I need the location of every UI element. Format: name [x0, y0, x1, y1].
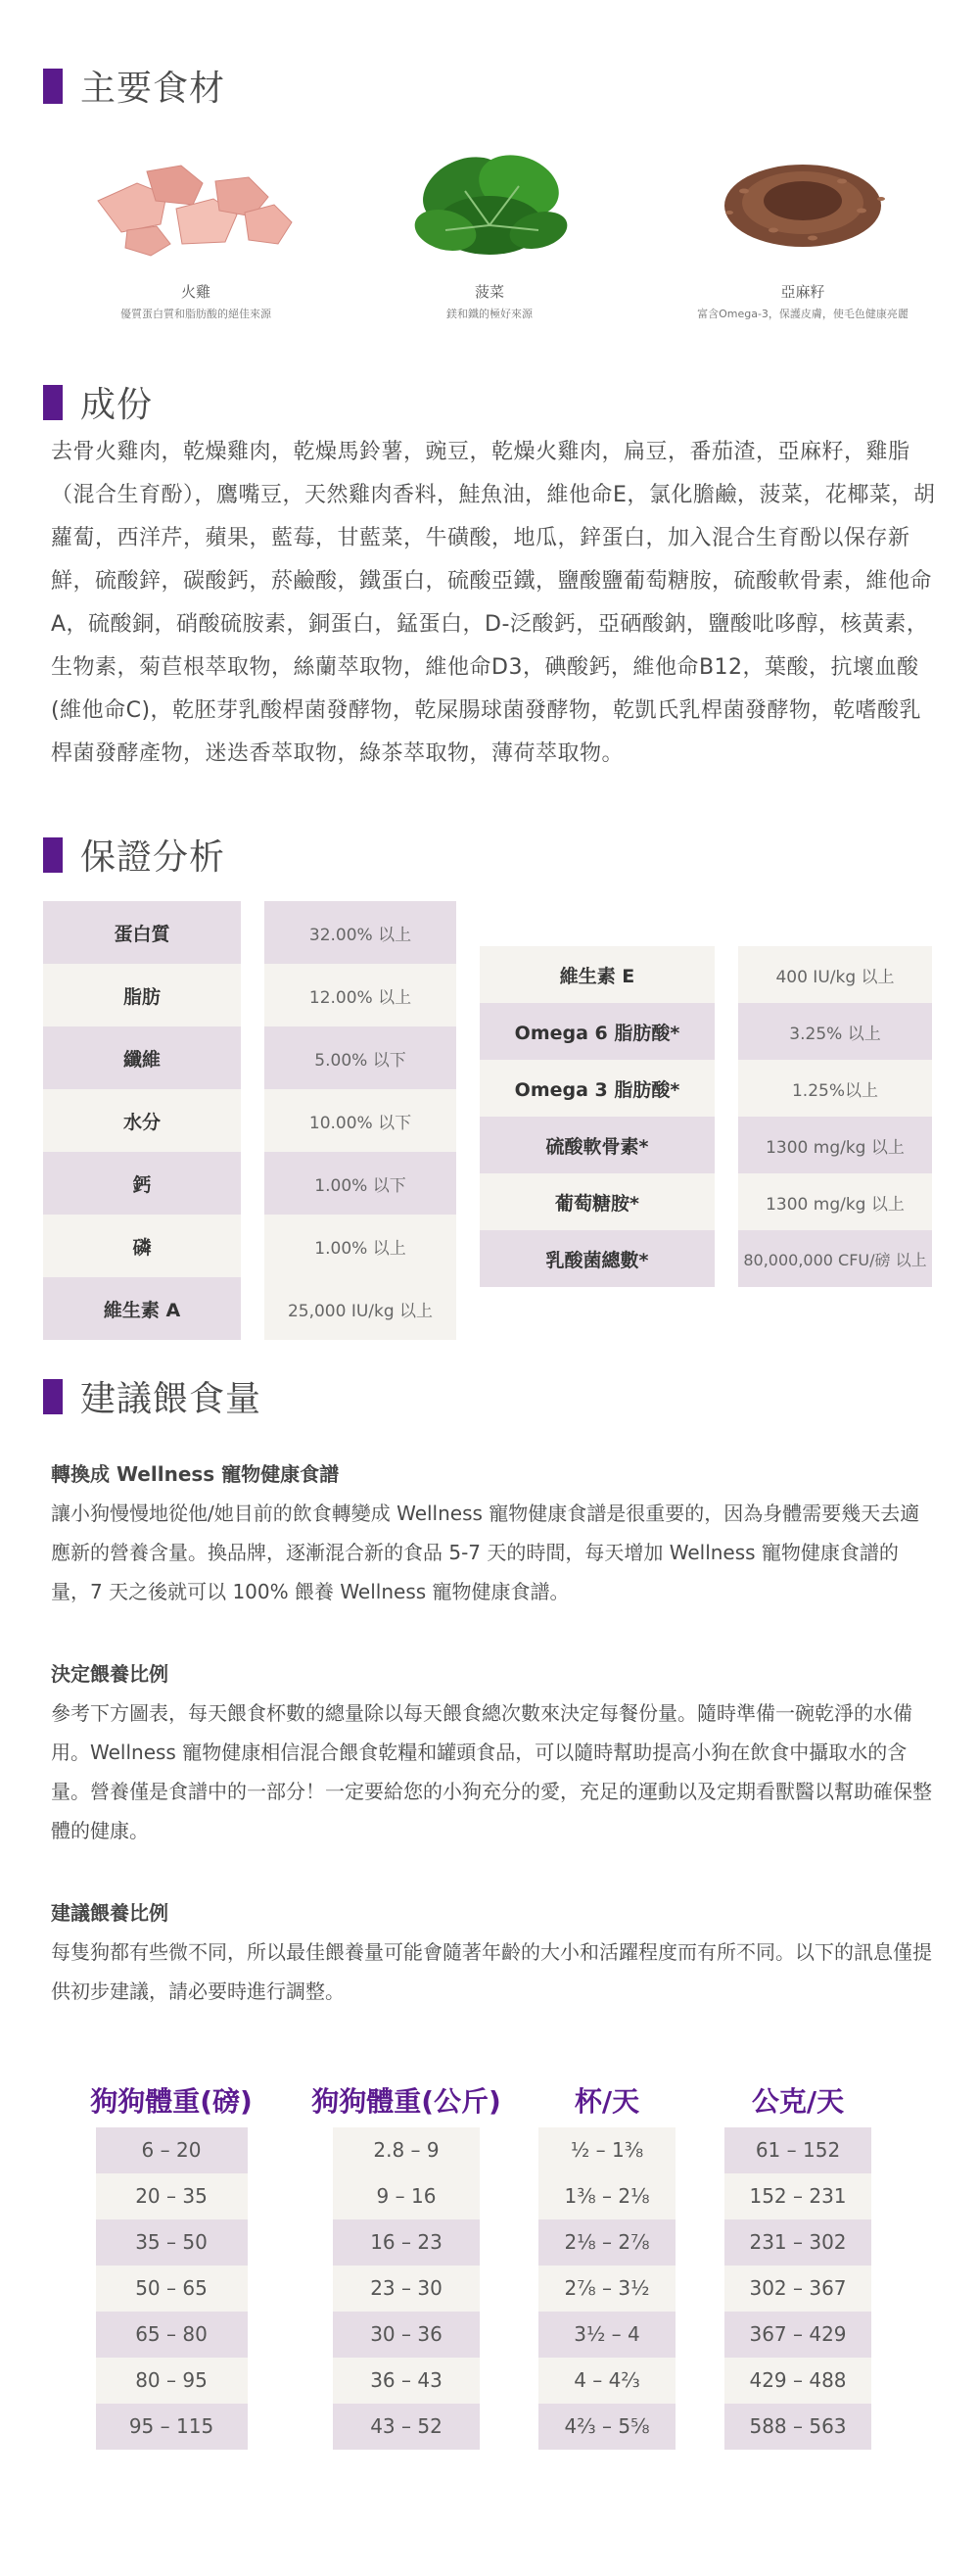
feeding-table-cell: 36 – 43 [333, 2358, 480, 2404]
ingredient-name: 火雞 [180, 283, 210, 301]
feeding-table-cell: 588 – 563 [724, 2404, 871, 2450]
feeding-table-cell: 20 – 35 [96, 2173, 248, 2219]
analysis-value: 12.00% 以上 [264, 964, 456, 1026]
analysis-table-right [480, 946, 932, 1287]
feeding-table-cell: 367 – 429 [724, 2312, 871, 2358]
ingredient-spinach [372, 132, 607, 321]
feeding-table-cell: 302 – 367 [724, 2266, 871, 2312]
analysis-value: 5.00% 以下 [264, 1026, 456, 1089]
section-header-main-ingredients [43, 61, 225, 111]
section-title: 保證分析 [80, 837, 226, 878]
section-accent-bar [43, 69, 63, 104]
feeding-table-cell: 50 – 65 [96, 2266, 248, 2312]
feeding-table-column-cups [529, 2076, 685, 2450]
flaxseed-image [685, 132, 920, 269]
analysis-row [480, 1230, 932, 1287]
analysis-value: 400 IU/kg 以上 [738, 946, 932, 1003]
feeding-table-cell: 23 – 30 [333, 2266, 480, 2312]
feeding-block [51, 1654, 937, 1850]
analysis-row [480, 1117, 932, 1173]
section-accent-bar [43, 837, 63, 873]
feeding-table-cell: 4 – 4⅔ [538, 2358, 676, 2404]
analysis-label: 維生素 A [43, 1277, 241, 1340]
analysis-value: 1.00% 以上 [264, 1215, 456, 1277]
analysis-value: 32.00% 以上 [264, 901, 456, 964]
feeding-block [51, 1893, 937, 2011]
analysis-label: 纖維 [43, 1026, 241, 1089]
feeding-table-header: 狗狗體重(公斤) [311, 2085, 501, 2118]
analysis-label: 硫酸軟骨素* [480, 1117, 715, 1173]
feeding-paragraph: 參考下方圖表，每天餵食杯數的總量除以每天餵食總次數來決定每餐份量。隨時準備一碗乾淨的水備用。Wellness 寵物健康相信混合餵食乾糧和罐頭食品，可以隨時幫助提高小狗在飲食中攝取水的含量。營養僅是食譜中的一部分！一定要給您的小狗充分的愛，充足的運動以及定期看獸醫以幫助確保整體的健康。 [51, 1701, 932, 1842]
analysis-label: 磷 [43, 1215, 241, 1277]
analysis-value: 1.00% 以下 [264, 1152, 456, 1215]
feeding-table-cell: 61 – 152 [724, 2127, 871, 2173]
feeding-table-header: 狗狗體重(磅) [90, 2085, 253, 2118]
analysis-label: 葡萄糖胺* [480, 1173, 715, 1230]
feeding-table-column-lbs [73, 2076, 269, 2450]
ingredient-flaxseed [685, 132, 920, 321]
feeding-heading: 決定餵養比例 [51, 1662, 168, 1686]
analysis-value: 10.00% 以下 [264, 1089, 456, 1152]
section-header-feeding [43, 1371, 261, 1421]
analysis-label: 水分 [43, 1089, 241, 1152]
feeding-table-cell: 4⅔ – 5⅝ [538, 2404, 676, 2450]
feeding-table-cell: 2.8 – 9 [333, 2127, 480, 2173]
section-title: 建議餵食量 [80, 1379, 262, 1419]
feeding-table-cell: 65 – 80 [96, 2312, 248, 2358]
feeding-table-column-kg [299, 2076, 514, 2450]
turkey-image [78, 132, 313, 269]
analysis-value: 1.25%以上 [738, 1060, 932, 1117]
feeding-table-cell: 9 – 16 [333, 2173, 480, 2219]
analysis-table-left [43, 901, 456, 1340]
analysis-label: 蛋白質 [43, 901, 241, 964]
section-accent-bar [43, 1379, 63, 1414]
feeding-guide [51, 1455, 937, 2054]
analysis-row [480, 1060, 932, 1117]
feeding-paragraph: 每隻狗都有些微不同，所以最佳餵養量可能會隨著年齡的大小和活躍程度而有所不同。以下的訊息僅提供初步建議，請必要時進行調整。 [51, 1940, 932, 2003]
analysis-value: 1300 mg/kg 以上 [738, 1173, 932, 1230]
analysis-row [480, 1003, 932, 1060]
analysis-row [43, 1215, 456, 1277]
analysis-row [43, 1277, 456, 1340]
ingredient-name: 菠菜 [474, 283, 504, 301]
section-header-ingredients [43, 377, 153, 427]
ingredient-name: 亞麻籽 [780, 283, 825, 301]
main-ingredients [0, 132, 979, 328]
spinach-image [372, 132, 607, 269]
analysis-label: Omega 6 脂肪酸* [480, 1003, 715, 1060]
ingredient-turkey [78, 132, 313, 321]
analysis-row [43, 901, 456, 964]
feeding-table-cell: 152 – 231 [724, 2173, 871, 2219]
analysis-label: 維生素 E [480, 946, 715, 1003]
feeding-table-cell: ½ – 1⅜ [538, 2127, 676, 2173]
analysis-label: 鈣 [43, 1152, 241, 1215]
feeding-table-cell: 43 – 52 [333, 2404, 480, 2450]
analysis-row [480, 1173, 932, 1230]
feeding-table-cell: 80 – 95 [96, 2358, 248, 2404]
analysis-label: 脂肪 [43, 964, 241, 1026]
analysis-value: 1300 mg/kg 以上 [738, 1117, 932, 1173]
ingredient-desc: 鎂和鐵的極好來源 [446, 308, 533, 320]
feeding-table-column-grams [715, 2076, 881, 2450]
analysis-row [43, 964, 456, 1026]
ingredient-desc: 富含Omega-3，保護皮膚，使毛色健康亮麗 [697, 308, 909, 320]
feeding-table-cell: 1⅜ – 2⅛ [538, 2173, 676, 2219]
feeding-table-cell: 2⅞ – 3½ [538, 2266, 676, 2312]
feeding-table-cell: 429 – 488 [724, 2358, 871, 2404]
feeding-table-cell: 231 – 302 [724, 2219, 871, 2266]
feeding-table-cell: 30 – 36 [333, 2312, 480, 2358]
feeding-table-cell: 3½ – 4 [538, 2312, 676, 2358]
ingredient-desc: 優質蛋白質和脂肪酸的絕佳來源 [120, 308, 271, 320]
analysis-label: 乳酸菌總數* [480, 1230, 715, 1287]
analysis-label: Omega 3 脂肪酸* [480, 1060, 715, 1117]
feeding-table-cell: 6 – 20 [96, 2127, 248, 2173]
feeding-table-cell: 35 – 50 [96, 2219, 248, 2266]
feeding-heading: 轉換成 Wellness 寵物健康食譜 [51, 1462, 340, 1486]
analysis-row [43, 1089, 456, 1152]
analysis-row [43, 1026, 456, 1089]
feeding-heading: 建議餵養比例 [51, 1901, 168, 1925]
feeding-block [51, 1455, 937, 1611]
analysis-value: 3.25% 以上 [738, 1003, 932, 1060]
feeding-paragraph: 讓小狗慢慢地從他/她目前的飲食轉變成 Wellness 寵物健康食譜是很重要的，因為身體需要幾天去適應新的營養含量。換品牌，逐漸混合新的食品 5-7 天的時間，每天增加 Wellness 寵物健康食譜的量，7 天之後就可以 100% 餵養 Wellness 寵物健康食譜。 [51, 1502, 920, 1603]
feeding-table-cell: 16 – 23 [333, 2219, 480, 2266]
feeding-table-cell: 2⅛ – 2⅞ [538, 2219, 676, 2266]
section-title: 主要食材 [80, 69, 226, 109]
analysis-value: 80,000,000 CFU/磅 以上 [738, 1230, 932, 1287]
section-header-guaranteed-analysis [43, 830, 225, 880]
analysis-row [480, 946, 932, 1003]
analysis-row [43, 1152, 456, 1215]
section-title: 成份 [80, 385, 154, 425]
analysis-value: 25,000 IU/kg 以上 [264, 1277, 456, 1340]
ingredients-list-text: 去骨火雞肉，乾燥雞肉，乾燥馬鈴薯，豌豆，乾燥火雞肉，扁豆，番茄渣，亞麻籽，雞脂（混合生育酚），鷹嘴豆，天然雞肉香料，鮭魚油，維他命E，氯化膽鹼，菠菜，花椰菜，胡蘿蔔，西洋芹，蘋果，藍莓，甘藍菜，牛磺酸，地瓜，鋅蛋白，加入混合生育酚以保存新鮮，硫酸鋅，碳酸鈣，菸鹼酸，鐵蛋白，硫酸亞鐵，鹽酸鹽葡萄糖胺，硫酸軟骨素，維他命A，硫酸銅，硝酸硫胺素，銅蛋白，錳蛋白，D-泛酸鈣，亞硒酸鈉，鹽酸吡哆醇，核黃素，生物素，菊苣根萃取物，絲蘭萃取物，維他命D3，碘酸鈣，維他命B12，葉酸，抗壞血酸(維他命C)，乾胚芽乳酸桿菌發酵物，乾屎腸球菌發酵物，乾凱氏乳桿菌發酵物，乾嗜酸乳桿菌發酵產物，迷迭香萃取物，綠茶萃取物，薄荷萃取物。 [51, 440, 936, 766]
feeding-table-cell: 95 – 115 [96, 2404, 248, 2450]
section-accent-bar [43, 385, 63, 420]
feeding-table-header: 杯/天 [574, 2085, 640, 2118]
feeding-table-header: 公克/天 [751, 2085, 845, 2118]
